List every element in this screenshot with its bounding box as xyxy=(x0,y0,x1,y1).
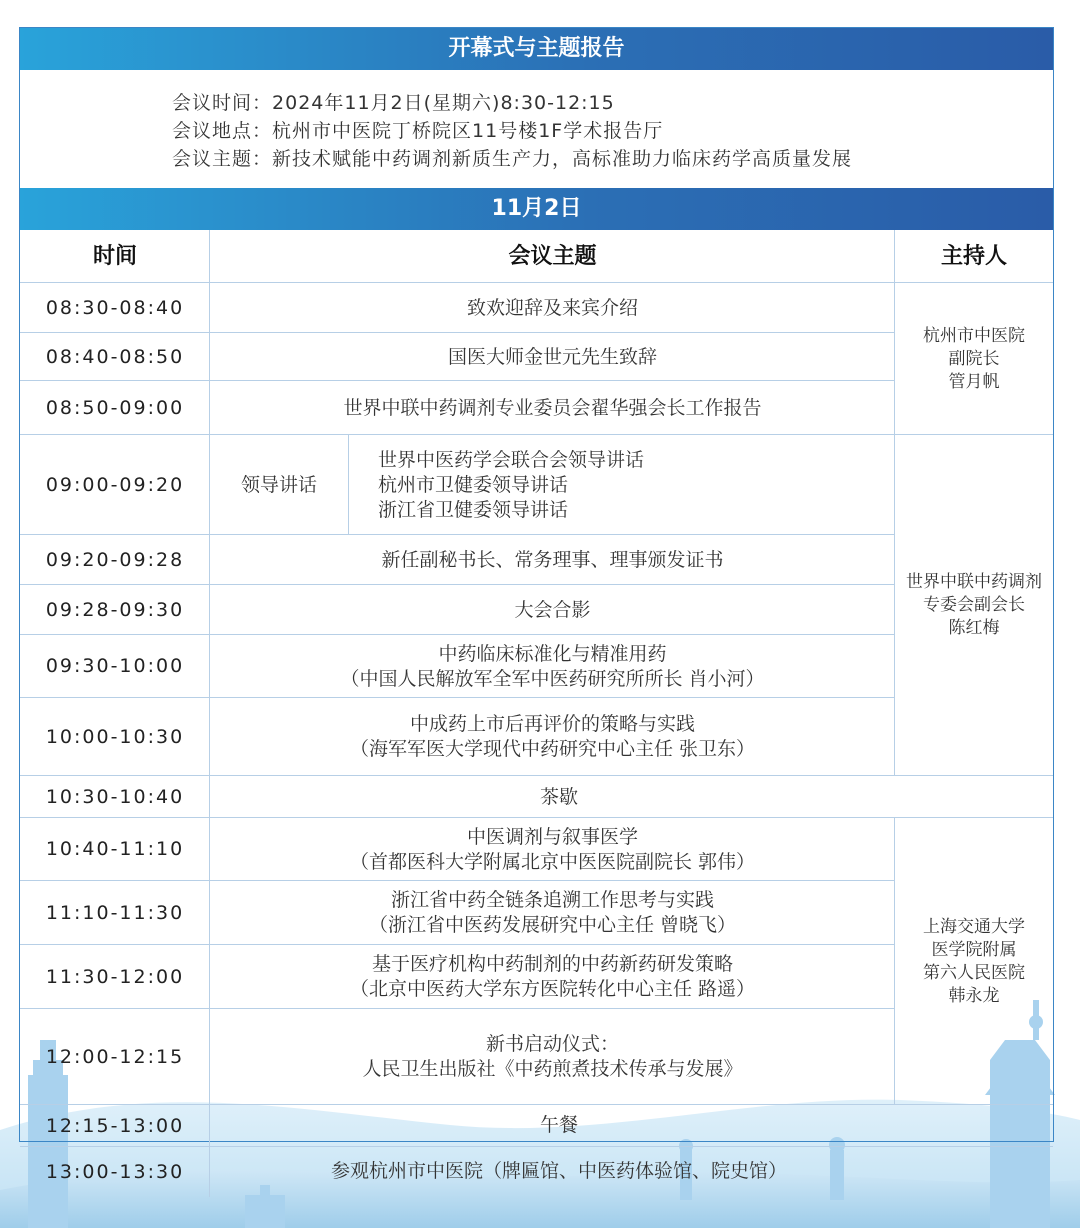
talk-speaker: （浙江省中医药发展研究中心主任 曾晓飞） xyxy=(368,914,737,936)
time-cell: 09:28-09:30 xyxy=(45,598,185,621)
host-line: 世界中联中药调剂 xyxy=(906,572,1042,592)
time-cell: 12:15-13:00 xyxy=(45,1114,185,1137)
meeting-place-label: 会议地点： xyxy=(172,120,273,142)
host-line: 第六人民医院 xyxy=(923,962,1025,983)
meeting-time-value: 2024年11月2日(星期六)8:30-12:15 xyxy=(272,92,615,114)
grid-line xyxy=(20,775,1053,776)
talk-title: 浙江省中药全链条追溯工作思考与实践 xyxy=(390,889,714,911)
meeting-theme-label: 会议主题： xyxy=(172,148,273,170)
grid-line xyxy=(894,230,895,776)
grid-line xyxy=(20,534,895,535)
grid-line xyxy=(20,880,895,881)
grid-line xyxy=(20,434,1053,435)
grid-line xyxy=(20,332,895,333)
time-cell: 13:00-13:30 xyxy=(45,1160,185,1183)
meeting-theme xyxy=(172,144,852,171)
column-header-time: 时间 xyxy=(92,244,137,269)
list-item: 浙江省卫健委领导讲话 xyxy=(378,498,569,521)
time-cell: 11:30-12:00 xyxy=(45,965,185,988)
talk-speaker: （海军军医大学现代中药研究中心主任 张卫东） xyxy=(349,738,756,760)
topic-cell xyxy=(210,698,895,776)
grid-line xyxy=(20,697,895,698)
schedule-sheet xyxy=(19,27,1054,1183)
grid-line xyxy=(209,230,210,1197)
time-cell: 09:30-10:00 xyxy=(45,655,185,677)
grid-line xyxy=(20,282,1053,283)
topic-cell: 大会合影 xyxy=(514,598,591,621)
time-cell: 10:00-10:30 xyxy=(45,725,185,748)
host-line: 专委会副会长 xyxy=(923,595,1025,615)
host-cell xyxy=(895,435,1053,776)
grid-line xyxy=(20,817,1053,818)
host-cell xyxy=(895,283,1053,435)
grid-line xyxy=(20,1104,1053,1105)
schedule-table xyxy=(20,230,1053,1183)
speech-label: 领导讲话 xyxy=(240,473,317,496)
ceremony-title: 新书启动仪式： xyxy=(485,1033,619,1055)
talk-title: 中成药上市后再评价的策略与实践 xyxy=(409,713,695,735)
grid-line xyxy=(894,818,895,1105)
grid-line xyxy=(20,1008,895,1009)
topic-cell: 午餐 xyxy=(539,1113,578,1136)
time-cell: 08:50-09:00 xyxy=(45,396,185,419)
topic-cell: 致欢迎辞及来宾介绍 xyxy=(466,296,638,319)
time-cell: 09:20-09:28 xyxy=(45,548,185,571)
talk-speaker: （北京中医药大学东方医院转化中心主任 路遥） xyxy=(349,978,756,1000)
grid-line xyxy=(20,380,895,381)
host-line: 韩永龙 xyxy=(948,985,1000,1006)
grid-line xyxy=(20,1146,1053,1147)
time-cell: 08:30-08:40 xyxy=(45,296,185,319)
talk-title: 中医调剂与叙事医学 xyxy=(466,825,638,848)
meeting-time-label: 会议时间： xyxy=(172,92,273,114)
topic-cell: 世界中联中药调剂专业委员会翟华强会长工作报告 xyxy=(343,396,762,419)
time-cell: 12:00-12:15 xyxy=(45,1045,185,1068)
host-line: 管月帆 xyxy=(948,371,1000,392)
speech-list xyxy=(378,435,895,535)
grid-line xyxy=(348,435,349,535)
host-line: 上海交通大学 xyxy=(923,916,1025,937)
meeting-time xyxy=(172,88,615,115)
grid-line xyxy=(20,944,895,945)
column-header-topic: 会议主题 xyxy=(508,244,597,269)
topic-cell xyxy=(210,818,895,881)
time-cell: 09:00-09:20 xyxy=(45,473,185,496)
topic-cell xyxy=(210,635,895,698)
topic-cell: 茶歇 xyxy=(539,785,578,808)
talk-speaker: （首都医科大学附属北京中医医院副院长 郭伟） xyxy=(349,850,756,873)
list-item: 世界中医药学会联合会领导讲话 xyxy=(378,448,645,471)
section-title: 开幕式与主题报告 xyxy=(20,28,1053,70)
grid-line xyxy=(20,634,895,635)
host-line: 陈红梅 xyxy=(948,618,1000,638)
talk-title: 基于医疗机构中药制剂的中药新药研发策略 xyxy=(371,953,733,975)
topic-cell: 国医大师金世元先生致辞 xyxy=(447,345,657,368)
list-item: 杭州市卫健委领导讲话 xyxy=(378,473,569,496)
host-line: 副院长 xyxy=(948,348,1000,369)
time-cell: 11:10-11:30 xyxy=(45,901,185,924)
meeting-info xyxy=(20,70,1053,188)
book-title: 人民卫生出版社《中药煎煮技术传承与发展》 xyxy=(362,1058,743,1080)
meeting-theme-value: 新技术赋能中药调剂新质生产力，高标准助力临床药学高质量发展 xyxy=(272,148,853,170)
grid-line xyxy=(20,584,895,585)
topic-cell xyxy=(210,1009,895,1105)
column-header-host: 主持人 xyxy=(940,244,1007,269)
meeting-place xyxy=(172,116,663,143)
time-cell: 08:40-08:50 xyxy=(45,345,185,368)
meeting-place-value: 杭州市中医院丁桥院区11号楼1F学术报告厅 xyxy=(272,120,664,142)
topic-cell: 新任副秘书长、常务理事、理事颁发证书 xyxy=(381,548,724,571)
time-cell: 10:30-10:40 xyxy=(45,785,185,808)
host-cell xyxy=(895,818,1053,1105)
topic-cell: 参观杭州市中医院（牌匾馆、中医药体验馆、院史馆） xyxy=(330,1159,787,1182)
topic-cell xyxy=(210,881,895,945)
talk-title: 中药临床标准化与精准用药 xyxy=(438,642,667,665)
host-line: 杭州市中医院 xyxy=(923,325,1025,346)
host-line: 医学院附属 xyxy=(931,939,1017,960)
talk-speaker: （中国人民解放军全军中医药研究所所长 肖小河） xyxy=(340,667,765,690)
topic-cell xyxy=(210,945,895,1009)
time-cell: 10:40-11:10 xyxy=(45,838,185,860)
date-band: 11月2日 xyxy=(20,188,1053,230)
